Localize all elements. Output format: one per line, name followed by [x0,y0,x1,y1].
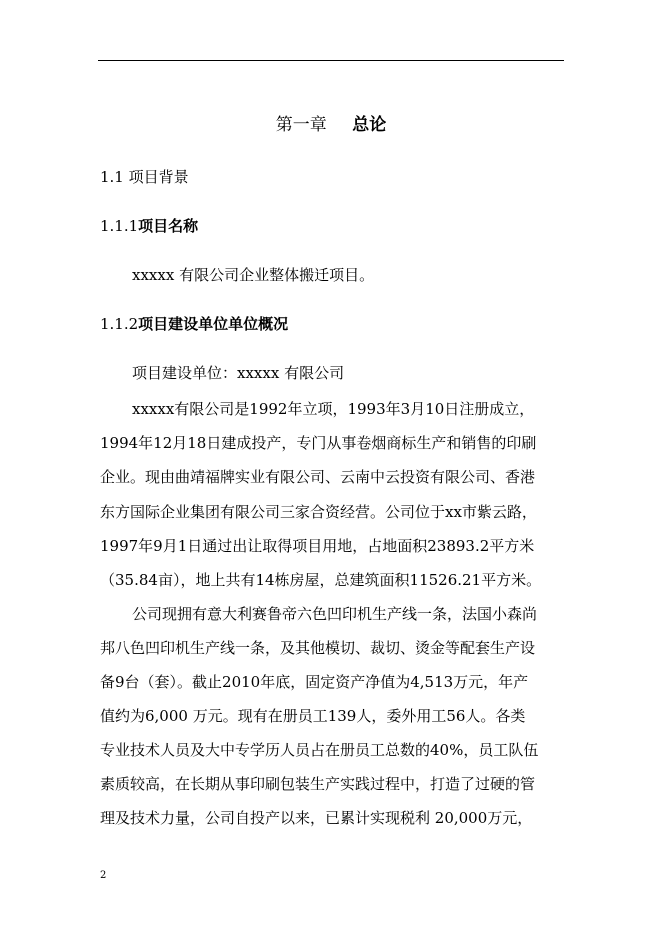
section-heading-1-1 [100,166,189,187]
paragraph-line: 素质较高，在长期从事印刷包装生产实践过程中，打造了过硬的管 [100,775,536,793]
paragraph-line: 理及技术力量，公司自投产以来，已累计实现税利 20,000万元， [100,809,533,827]
section-heading-1-1-1 [100,215,198,236]
section-title: 项目名称 [138,217,199,235]
paragraph-line: 企业。现由曲靖福牌实业有限公司、云南中云投资有限公司、香港 [100,468,536,486]
section-heading-1-1-2 [100,313,288,334]
section-title: 项目建设单位单位概况 [138,315,289,333]
section-number: 1.1.1 [100,217,139,235]
paragraph-line: xxxxx有限公司是1992年立项，1993年3月10日注册成立， [132,400,535,418]
paragraph-line: 公司现拥有意大利赛鲁帝六色凹印机生产线一条，法国小森尚 [132,605,538,623]
header-rule [98,60,564,61]
paragraph-line: 1997年9月1日通过出让取得项目用地，占地面积23893.2平方米 [100,537,535,555]
paragraph-line: （35.84亩），地上共有14栋房屋，总建筑面积11526.21平方米。 [100,571,542,589]
section-number: 1.1.2 [100,315,139,333]
unit-line: 项目建设单位：xxxxx 有限公司 [132,364,345,382]
chapter-heading [0,110,662,135]
paragraph-line: 东方国际企业集团有限公司三家合资经营。公司位于xx市紫云路， [100,503,537,521]
section-title: 项目背景 [128,168,189,186]
project-name-text: xxxxx 有限公司企业整体搬迁项目。 [132,266,375,284]
paragraph-line: 专业技术人员及大中专学历人员占在册员工总数的40%，员工队伍 [100,741,539,759]
paragraph-line: 值约为6,000 万元。现有在册员工139人，委外用工56人。各类 [100,707,526,725]
paragraph-line: 备9台（套）。截止2010年底，固定资产净值为4,513万元，年产 [100,673,529,691]
chapter-title: 总论 [352,115,387,135]
paragraph-line: 邦八色凹印机生产线一条，及其他模切、裁切、烫金等配套生产设 [100,639,536,657]
page-number: 2 [100,870,107,881]
paragraph-line: 1994年12月18日建成投产，专门从事卷烟商标生产和销售的印刷 [100,434,537,452]
chapter-number: 第一章 [275,115,327,135]
section-number: 1.1 [100,168,124,186]
